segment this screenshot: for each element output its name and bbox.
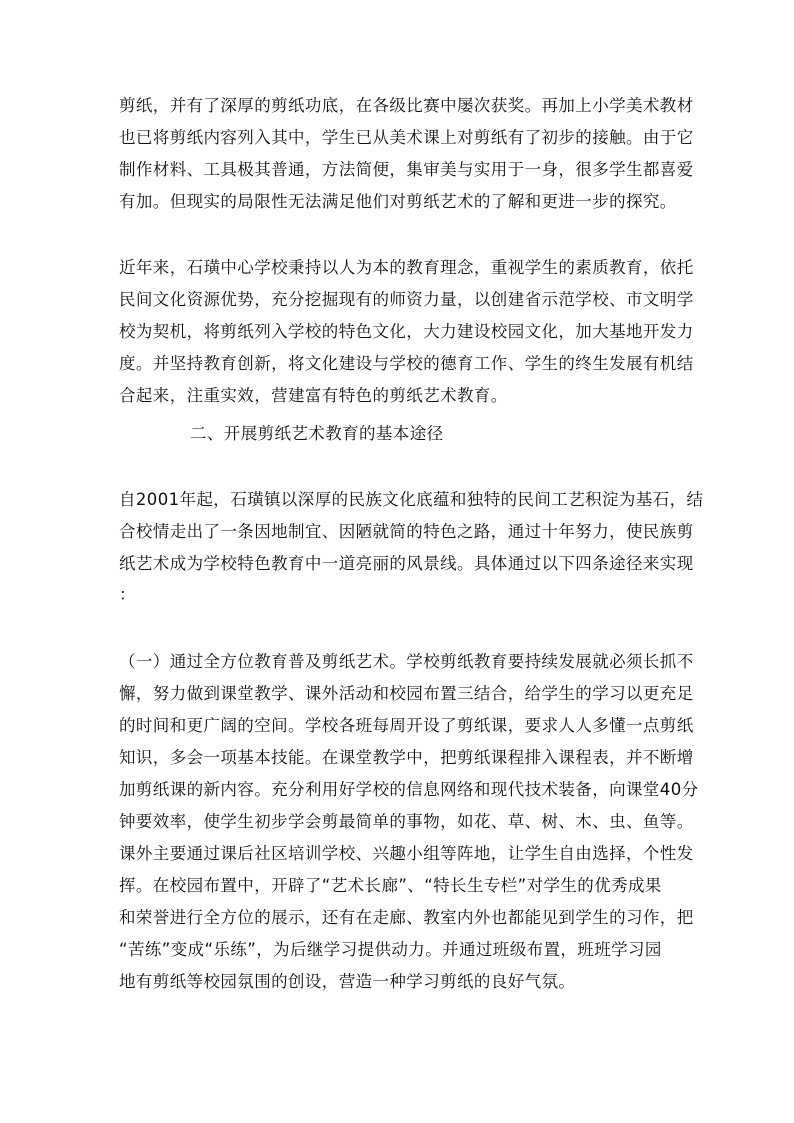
paragraph-4-line-6: 钟要效率，使学生初步学会剪最简单的事物，如花、草、树、木、虫、鱼等。: [119, 812, 694, 831]
paragraph-2-line-4: 度。并坚持教育创新，将文化建设与学校的德育工作、学生的终生发展有机结: [119, 354, 694, 373]
paragraph-2-line-1: 近年来，石璜中心学校秉持以人为本的教育理念，重视学生的素质教育，依托: [119, 258, 694, 277]
paragraph-4-line-9: 和荣誉进行全方位的展示，还有在走廊、教室内外也都能见到学生的习作，把: [119, 908, 694, 927]
paragraph-4-line-4: 知识，多会一项基本技能。在课堂教学中，把剪纸课程排入课程表，并不断增: [119, 748, 694, 767]
section-heading: 二、开展剪纸艺术教育的基本途径: [190, 424, 444, 443]
paragraph-3-line-2: 合校情走出了一条因地制宜、因陋就简的特色之路，通过十年努力，使民族剪: [119, 522, 694, 541]
paragraph-2-line-5: 合起来，注重实效，营建富有特色的剪纸艺术教育。: [119, 386, 508, 405]
paragraph-1-line-2: 也已将剪纸内容列入其中，学生已从美术课上对剪纸有了初步的接触。由于它: [119, 128, 694, 147]
paragraph-4-line-2: 懈，努力做到课堂教学、课外活动和校园布置三结合，给学生的学习以更充足: [119, 684, 694, 703]
paragraph-4-line-5: 加剪纸课的新内容。充分利用好学校的信息网络和现代技术装备，向课堂40分: [119, 780, 699, 799]
paragraph-2-line-3: 校为契机，将剪纸列入学校的特色文化，大力建设校园文化，加大基地开发力: [119, 322, 694, 341]
paragraph-4-line-3: 的时间和更广阔的空间。学校各班每周开设了剪纸课，要求人人多懂一点剪纸: [119, 716, 694, 735]
paragraph-4-line-11: 地有剪纸等校园氛围的创设，营造一种学习剪纸的良好气氛。: [119, 972, 576, 991]
paragraph-3-line-3: 纸艺术成为学校特色教育中一道亮丽的风景线。具体通过以下四条途径来实现: [119, 554, 694, 573]
paragraph-1-line-1: 剪纸，并有了深厚的剪纸功底，在各级比赛中屡次获奖。再加上小学美术教材: [119, 96, 694, 115]
paragraph-4-line-1: （一）通过全方位教育普及剪纸艺术。学校剪纸教育要持续发展就必须长抓不: [119, 652, 694, 671]
paragraph-3-line-1: 自2001年起，石璜镇以深厚的民族文化底蕴和独特的民间工艺积淀为基石，结: [119, 490, 704, 509]
paragraph-1-line-3: 制作材料、工具极其普通，方法简便，集审美与实用于一身，很多学生都喜爱: [119, 160, 694, 179]
paragraph-2-line-2: 民间文化资源优势，充分挖掘现有的师资力量，以创建省示范学校、市文明学: [119, 290, 694, 309]
paragraph-1-line-4: 有加。但现实的局限性无法满足他们对剪纸艺术的了解和更进一步的探究。: [119, 192, 677, 211]
paragraph-4-line-7: 课外主要通过课后社区培训学校、兴趣小组等阵地，让学生自由选择，个性发: [119, 844, 694, 863]
paragraph-4-line-10: “苦练”变成“乐练”，为后继学习提供动力。并通过班级布置，班班学习园: [119, 940, 662, 959]
paragraph-3-line-4: ：: [119, 585, 136, 604]
paragraph-4-line-8: 挥。在校园布置中，开辟了“艺术长廊”、“特长生专栏”对学生的优秀成果: [119, 876, 662, 895]
